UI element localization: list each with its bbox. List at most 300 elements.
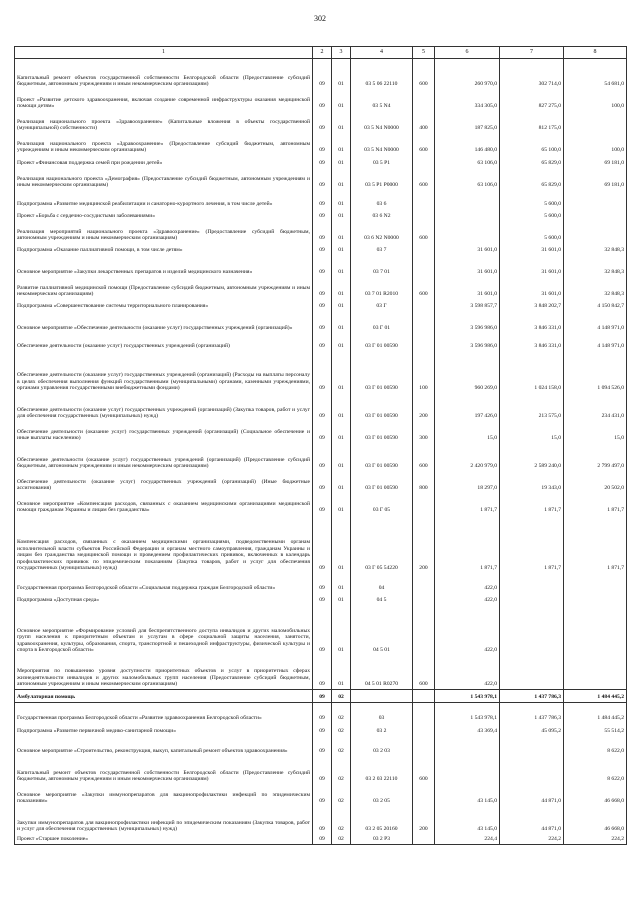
amount-year-2: 5 600,0 xyxy=(500,190,564,209)
amount-year-2: 65 829,0 xyxy=(500,168,564,190)
table-row xyxy=(15,89,627,111)
row-name: Обеспечение деятельности (оказание услуг) государственных учреждений (организаций) (Расходы на выплаты персоналу в целях обеспечения выполнения функций государственными (муниципальными) органами, казенными учреждениями, органами управления государственными внебюджетными фондами) xyxy=(15,351,313,393)
subsection-code: 01 xyxy=(332,59,351,90)
section-code: 09 xyxy=(313,155,332,168)
amount-year-3 xyxy=(564,221,627,243)
amount-year-1: 2 420 979,0 xyxy=(435,443,500,471)
amount-year-1: 334 305,0 xyxy=(435,89,500,111)
section-code: 09 xyxy=(313,471,332,493)
table-row xyxy=(15,209,627,221)
amount-year-2: 5 600,0 xyxy=(500,209,564,221)
amount-year-1: 197 426,0 xyxy=(435,393,500,421)
section-code: 09 xyxy=(313,111,332,133)
subsection-code: 01 xyxy=(332,168,351,190)
table-row xyxy=(15,311,627,333)
row-name: Основное мероприятие «Обеспечение деятельности (оказание услуг) государственных учреждений (организаций)» xyxy=(15,311,313,333)
amount-year-2 xyxy=(500,736,564,756)
section-code: 09 xyxy=(313,723,332,736)
amount-year-2: 45 095,2 xyxy=(500,723,564,736)
subsection-code: 01 xyxy=(332,111,351,133)
table-row xyxy=(15,784,627,806)
section-code: 09 xyxy=(313,133,332,155)
target-article-code: 03 6 xyxy=(351,190,413,209)
expense-type-code: 600 xyxy=(413,277,435,299)
target-article-code: 03 Г 01 00590 xyxy=(351,421,413,443)
amount-year-3: 4 148 971,0 xyxy=(564,333,627,351)
amount-year-3: 234 431,0 xyxy=(564,393,627,421)
subsection-code: 02 xyxy=(332,784,351,806)
subsection-code: 02 xyxy=(332,806,351,834)
expense-type-code: 200 xyxy=(413,515,435,573)
subsection-code: 01 xyxy=(332,155,351,168)
target-article-code: 03 6 N2 xyxy=(351,209,413,221)
section-code: 09 xyxy=(313,393,332,421)
section-code: 09 xyxy=(313,834,332,845)
section-code: 09 xyxy=(313,221,332,243)
amount-year-2: 224,2 xyxy=(500,834,564,845)
header-cell: 6 xyxy=(435,47,500,59)
amount-year-3 xyxy=(564,209,627,221)
subsection-code: 02 xyxy=(332,723,351,736)
amount-year-3: 2 799 497,0 xyxy=(564,443,627,471)
target-article-code: 03 2 03 22110 xyxy=(351,756,413,784)
target-article-code: 03 2 03 xyxy=(351,736,413,756)
table-row xyxy=(15,834,627,845)
row-name: Основное мероприятие «Компенсация расходов, связанных с оказанием медицинскими организациями медицинской помощи гражданам Украины и лицам без гражданства» xyxy=(15,493,313,515)
target-article-code: 03 6 N2 N0000 xyxy=(351,221,413,243)
section-code: 09 xyxy=(313,573,332,593)
table-row xyxy=(15,351,627,393)
table-row xyxy=(15,168,627,190)
expense-type-code: 600 xyxy=(413,221,435,243)
amount-year-1 xyxy=(435,736,500,756)
amount-year-3: 32 848,3 xyxy=(564,243,627,255)
table-row xyxy=(15,593,627,605)
amount-year-1: 422,0 xyxy=(435,573,500,593)
amount-year-1: 15,0 xyxy=(435,421,500,443)
expense-type-code xyxy=(413,333,435,351)
target-article-code: 03 Г 01 xyxy=(351,311,413,333)
target-article-code: 03 5 06 22110 xyxy=(351,59,413,90)
subsection-code: 01 xyxy=(332,299,351,311)
section-code: 09 xyxy=(313,333,332,351)
expense-type-code: 600 xyxy=(413,133,435,155)
amount-year-2: 827 275,0 xyxy=(500,89,564,111)
expense-type-code xyxy=(413,834,435,845)
subsection-code: 02 xyxy=(332,834,351,845)
target-article-code: 03 Г 01 00590 xyxy=(351,393,413,421)
amount-year-2: 65 829,0 xyxy=(500,155,564,168)
table-row xyxy=(15,655,627,690)
amount-year-1 xyxy=(435,209,500,221)
section-code: 09 xyxy=(313,756,332,784)
expense-type-code xyxy=(413,723,435,736)
amount-year-3: 54 681,0 xyxy=(564,59,627,90)
table-row xyxy=(15,443,627,471)
subsection-code: 01 xyxy=(332,493,351,515)
section-code: 09 xyxy=(313,59,332,90)
expense-type-code: 800 xyxy=(413,471,435,493)
amount-year-1: 31 601,0 xyxy=(435,277,500,299)
amount-year-2: 2 589 240,0 xyxy=(500,443,564,471)
table-row xyxy=(15,573,627,593)
header-cell: 4 xyxy=(351,47,413,59)
amount-year-2: 31 601,0 xyxy=(500,243,564,255)
amount-year-2: 302 714,0 xyxy=(500,59,564,90)
amount-year-1: 1 871,7 xyxy=(435,493,500,515)
row-name: Проект «Финансовая поддержка семей при рождении детей» xyxy=(15,155,313,168)
amount-year-3: 4 150 842,7 xyxy=(564,299,627,311)
amount-year-1: 18 297,0 xyxy=(435,471,500,493)
amount-year-3: 100,0 xyxy=(564,89,627,111)
amount-year-3 xyxy=(564,655,627,690)
table-row xyxy=(15,736,627,756)
target-article-code: 04 xyxy=(351,573,413,593)
section-code: 09 xyxy=(313,806,332,834)
target-article-code: 03 Г 01 00590 xyxy=(351,471,413,493)
target-article-code: 04 5 xyxy=(351,593,413,605)
expense-type-code: 200 xyxy=(413,806,435,834)
amount-year-2 xyxy=(500,605,564,655)
section-code: 09 xyxy=(313,311,332,333)
section-code: 09 xyxy=(313,421,332,443)
table-row xyxy=(15,393,627,421)
table-row xyxy=(15,255,627,277)
table-row xyxy=(15,756,627,784)
amount-year-1: 43 145,0 xyxy=(435,806,500,834)
table-row xyxy=(15,243,627,255)
subsection-code: 01 xyxy=(332,209,351,221)
target-article-code: 03 2 05 xyxy=(351,784,413,806)
amount-year-2 xyxy=(500,593,564,605)
amount-year-1: 3 596 986,0 xyxy=(435,333,500,351)
target-article-code: 03 xyxy=(351,703,413,724)
row-name: Проект «Развитие детского здравоохранения, включая создание современной инфраструктуры оказания медицинской помощи детям» xyxy=(15,89,313,111)
row-name: Государственная программа Белгородской области «Развитие здравоохранения Белгородской области» xyxy=(15,703,313,724)
section-code: 09 xyxy=(313,277,332,299)
subsection-code: 02 xyxy=(332,756,351,784)
amount-year-1: 43 369,4 xyxy=(435,723,500,736)
subsection-code: 01 xyxy=(332,605,351,655)
row-name: Основное мероприятие «Строительство, реконструкция, выкуп, капитальный ремонт объектов здравоохранения» xyxy=(15,736,313,756)
target-article-code: 03 2 05 20160 xyxy=(351,806,413,834)
target-article-code: 03 Г 01 00590 xyxy=(351,443,413,471)
table-row xyxy=(15,221,627,243)
expense-type-code: 600 xyxy=(413,168,435,190)
row-name: Амбулаторная помощь xyxy=(15,690,313,703)
row-name: Капитальный ремонт объектов государственной собственности Белгородской области (Предоставление субсидий бюджетным, автономным учреждениям и иным некоммерческим организациям) xyxy=(15,756,313,784)
section-code: 09 xyxy=(313,515,332,573)
amount-year-1: 3 596 986,0 xyxy=(435,311,500,333)
amount-year-1 xyxy=(435,190,500,209)
table-row xyxy=(15,111,627,133)
amount-year-2: 44 871,0 xyxy=(500,806,564,834)
section-code: 09 xyxy=(313,703,332,724)
row-name: Государственная программа Белгородской области «Социальная поддержка граждан Белгородской области» xyxy=(15,573,313,593)
amount-year-1: 422,0 xyxy=(435,605,500,655)
amount-year-2: 3 846 331,0 xyxy=(500,311,564,333)
table-row xyxy=(15,133,627,155)
row-name: Развитие паллиативной медицинской помощи (Предоставление субсидий бюджетным, автономным учреждениям и иным некоммерческим организациям) xyxy=(15,277,313,299)
subsection-code: 01 xyxy=(332,333,351,351)
amount-year-3: 32 848,3 xyxy=(564,255,627,277)
expense-type-code: 200 xyxy=(413,393,435,421)
subsection-code: 01 xyxy=(332,515,351,573)
amount-year-1: 63 106,0 xyxy=(435,155,500,168)
table-row xyxy=(15,277,627,299)
amount-year-2: 1 437 786,3 xyxy=(500,703,564,724)
amount-year-3: 100,0 xyxy=(564,133,627,155)
target-article-code: 03 Г 01 00590 xyxy=(351,333,413,351)
amount-year-1: 146 480,0 xyxy=(435,133,500,155)
amount-year-1: 43 145,0 xyxy=(435,784,500,806)
row-name: Реализация национального проекта «Здравоохранение» (Капитальные вложения в объекты государственной (муниципальной) собственности) xyxy=(15,111,313,133)
amount-year-2 xyxy=(500,573,564,593)
table-row xyxy=(15,690,627,703)
expense-type-code: 100 xyxy=(413,351,435,393)
expense-type-code xyxy=(413,311,435,333)
section-code: 09 xyxy=(313,493,332,515)
expense-type-code xyxy=(413,299,435,311)
target-article-code: 04 5 01 R0270 xyxy=(351,655,413,690)
row-name: Основное мероприятие «Закупки лекарственных препаратов и изделий медицинского назначения» xyxy=(15,255,313,277)
amount-year-2: 19 343,0 xyxy=(500,471,564,493)
subsection-code: 02 xyxy=(332,690,351,703)
row-name: Обеспечение деятельности (оказание услуг) государственных учреждений (организаций) (Иные бюджетные ассигнования) xyxy=(15,471,313,493)
subsection-code: 01 xyxy=(332,393,351,421)
section-code: 09 xyxy=(313,593,332,605)
amount-year-1 xyxy=(435,221,500,243)
section-code: 09 xyxy=(313,168,332,190)
amount-year-3 xyxy=(564,111,627,133)
amount-year-1: 1 871,7 xyxy=(435,515,500,573)
amount-year-3: 46 668,0 xyxy=(564,806,627,834)
expense-type-code xyxy=(413,573,435,593)
expense-type-code xyxy=(413,605,435,655)
amount-year-2 xyxy=(500,655,564,690)
row-name: Обеспечение деятельности (оказание услуг) государственных учреждений (организаций) xyxy=(15,333,313,351)
subsection-code: 01 xyxy=(332,255,351,277)
row-name: Основное мероприятие «Формирование условий для беспрепятственного доступа инвалидов и других маломобильных групп населения к приоритетным объектам и услугам в сфере социальной защиты населения, занятости, здравоохранения, культуры, образования, спорта, транспортной и пешеходной инфраструктуры, физической культуры и спорта в Белгородской области» xyxy=(15,605,313,655)
target-article-code: 03 Г xyxy=(351,299,413,311)
expense-type-code xyxy=(413,593,435,605)
amount-year-3: 55 514,2 xyxy=(564,723,627,736)
target-article-code xyxy=(351,690,413,703)
amount-year-2: 65 100,0 xyxy=(500,133,564,155)
amount-year-1: 187 825,0 xyxy=(435,111,500,133)
row-name: Проект «Борьба с сердечно-сосудистыми заболеваниями» xyxy=(15,209,313,221)
target-article-code: 03 2 xyxy=(351,723,413,736)
expense-type-code xyxy=(413,784,435,806)
target-article-code: 03 Г 05 xyxy=(351,493,413,515)
table-row xyxy=(15,515,627,573)
header-cell: 5 xyxy=(413,47,435,59)
subsection-code: 02 xyxy=(332,703,351,724)
row-name: Основное мероприятие «Закупки иммунопрепаратов для вакцинопрофилактики инфекций по эпидемическим показаниям» xyxy=(15,784,313,806)
target-article-code: 03 Г 05 54220 xyxy=(351,515,413,573)
section-code: 09 xyxy=(313,351,332,393)
section-code: 09 xyxy=(313,736,332,756)
table-row xyxy=(15,493,627,515)
section-code: 09 xyxy=(313,243,332,255)
row-name: Компенсация расходов, связанных с оказанием медицинскими организациями, подведомственными органам исполнительной власти субъектов Российской Федерации и органам местного самоуправления, гражданам Украины и лицам без гражданства медицинской помощи и проведением профилактических прививок, включенных в календарь профилактических прививок по эпидемическим показаниям (Закупка товаров, работ и услуг для обеспечения государственных (муниципальных) нужд) xyxy=(15,515,313,573)
amount-year-2: 1 024 158,0 xyxy=(500,351,564,393)
subsection-code: 01 xyxy=(332,573,351,593)
amount-year-3 xyxy=(564,605,627,655)
row-name: Мероприятия по повышению уровня доступности приоритетных объектов и услуг в приоритетных сферах жизнедеятельности инвалидов и других маломобильных групп населения (Предоставление субсидий бюджетным, автономным учреждениям и иным некоммерческим организациям) xyxy=(15,655,313,690)
header-cell: 3 xyxy=(332,47,351,59)
amount-year-1: 3 598 857,7 xyxy=(435,299,500,311)
amount-year-1: 31 601,0 xyxy=(435,255,500,277)
row-name: Подпрограмма «Оказание паллиативной помощи, в том числе детям» xyxy=(15,243,313,255)
amount-year-1: 960 269,0 xyxy=(435,351,500,393)
amount-year-3: 224,2 xyxy=(564,834,627,845)
amount-year-2: 31 601,0 xyxy=(500,255,564,277)
row-name: Реализация мероприятий национального проекта «Здравоохранение» (Предоставление субсидий бюджетным, автономным учреждениям и иным некоммерческим организациям) xyxy=(15,221,313,243)
amount-year-2 xyxy=(500,756,564,784)
expense-type-code xyxy=(413,255,435,277)
amount-year-3: 20 502,0 xyxy=(564,471,627,493)
subsection-code: 01 xyxy=(332,311,351,333)
target-article-code: 03 5 P1 P0000 xyxy=(351,168,413,190)
row-name: Капитальный ремонт объектов государственной собственности Белгородской области (Предоставление субсидий бюджетным, автономным учреждениям и иным некоммерческим организациям) xyxy=(15,59,313,90)
section-code: 09 xyxy=(313,605,332,655)
subsection-code: 01 xyxy=(332,593,351,605)
expense-type-code: 600 xyxy=(413,59,435,90)
table-row xyxy=(15,703,627,724)
subsection-code: 01 xyxy=(332,243,351,255)
table-row xyxy=(15,605,627,655)
amount-year-2: 812 175,0 xyxy=(500,111,564,133)
expense-type-code xyxy=(413,243,435,255)
amount-year-3: 1 094 526,0 xyxy=(564,351,627,393)
expense-type-code xyxy=(413,736,435,756)
row-name: Закупки иммунопрепаратов для вакцинопрофилактики инфекций по эпидемическим показаниям (Закупка товаров, работ и услуг для обеспечения государственных (муниципальных) нужд) xyxy=(15,806,313,834)
expense-type-code xyxy=(413,703,435,724)
target-article-code: 03 5 P1 xyxy=(351,155,413,168)
table-row xyxy=(15,190,627,209)
subsection-code: 01 xyxy=(332,133,351,155)
expense-type-code: 600 xyxy=(413,443,435,471)
page-number: 302 xyxy=(314,14,326,23)
row-name: Подпрограмма «Развитие медицинской реабилитации и санаторно-курортного лечения, в том числе детей» xyxy=(15,190,313,209)
table-row xyxy=(15,471,627,493)
header-cell: 8 xyxy=(564,47,627,59)
amount-year-2: 5 600,0 xyxy=(500,221,564,243)
amount-year-2: 15,0 xyxy=(500,421,564,443)
table-row xyxy=(15,299,627,311)
target-article-code: 03 2 P3 xyxy=(351,834,413,845)
amount-year-1 xyxy=(435,756,500,784)
subsection-code: 01 xyxy=(332,277,351,299)
subsection-code: 01 xyxy=(332,221,351,243)
table-row xyxy=(15,723,627,736)
amount-year-3 xyxy=(564,593,627,605)
amount-year-2: 3 846 331,0 xyxy=(500,333,564,351)
amount-year-3 xyxy=(564,573,627,593)
table-row xyxy=(15,155,627,168)
row-name: Реализация национального проекта «Демография» (Предоставление субсидий бюджетным, автономным учреждениям и иным некоммерческим организациям) xyxy=(15,168,313,190)
row-name: Реализация национального проекта «Здравоохранение» (Предоставление субсидий бюджетным, автономным учреждениям и иным некоммерческим организациям) xyxy=(15,133,313,155)
amount-year-3: 8 622,0 xyxy=(564,756,627,784)
amount-year-2: 1 871,7 xyxy=(500,493,564,515)
header-row xyxy=(15,47,627,59)
amount-year-3: 8 622,0 xyxy=(564,736,627,756)
expense-type-code xyxy=(413,190,435,209)
section-code: 09 xyxy=(313,89,332,111)
amount-year-3 xyxy=(564,190,627,209)
expense-type-code: 600 xyxy=(413,756,435,784)
expense-type-code xyxy=(413,209,435,221)
amount-year-1: 422,0 xyxy=(435,593,500,605)
amount-year-3: 4 148 971,0 xyxy=(564,311,627,333)
amount-year-2: 213 575,0 xyxy=(500,393,564,421)
amount-year-1: 1 543 978,1 xyxy=(435,690,500,703)
amount-year-3: 1 871,7 xyxy=(564,493,627,515)
header-cell: 1 xyxy=(15,47,313,59)
amount-year-2: 3 848 202,7 xyxy=(500,299,564,311)
expense-type-code xyxy=(413,155,435,168)
subsection-code: 01 xyxy=(332,89,351,111)
amount-year-2: 1 437 786,3 xyxy=(500,690,564,703)
row-name: Подпрограмма «Доступная среда» xyxy=(15,593,313,605)
amount-year-1: 31 601,0 xyxy=(435,243,500,255)
target-article-code: 03 7 xyxy=(351,243,413,255)
target-article-code: 03 5 N4 xyxy=(351,89,413,111)
amount-year-1: 63 106,0 xyxy=(435,168,500,190)
section-code: 09 xyxy=(313,784,332,806)
section-code: 09 xyxy=(313,690,332,703)
target-article-code: 03 7 01 xyxy=(351,255,413,277)
subsection-code: 01 xyxy=(332,655,351,690)
section-code: 09 xyxy=(313,299,332,311)
subsection-code: 01 xyxy=(332,190,351,209)
header-cell: 2 xyxy=(313,47,332,59)
amount-year-1: 260 970,0 xyxy=(435,59,500,90)
expense-type-code xyxy=(413,89,435,111)
table-row xyxy=(15,59,627,90)
amount-year-2: 1 871,7 xyxy=(500,515,564,573)
section-code: 09 xyxy=(313,209,332,221)
target-article-code: 04 5 01 xyxy=(351,605,413,655)
amount-year-1: 1 543 978,1 xyxy=(435,703,500,724)
target-article-code: 03 5 N4 N0000 xyxy=(351,111,413,133)
amount-year-3: 32 848,3 xyxy=(564,277,627,299)
row-name: Подпрограмма «Развитие первичной медико-санитарной помощи» xyxy=(15,723,313,736)
section-code: 09 xyxy=(313,443,332,471)
row-name: Подпрограмма «Совершенствование системы территориального планирования» xyxy=(15,299,313,311)
expense-type-code: 300 xyxy=(413,421,435,443)
section-code: 09 xyxy=(313,190,332,209)
target-article-code: 03 5 N4 N0000 xyxy=(351,133,413,155)
expense-type-code: 400 xyxy=(413,111,435,133)
section-code: 09 xyxy=(313,655,332,690)
row-name: Обеспечение деятельности (оказание услуг) государственных учреждений (организаций) (Социальное обеспечение и иные выплаты населению) xyxy=(15,421,313,443)
subsection-code: 01 xyxy=(332,421,351,443)
amount-year-3: 1 871,7 xyxy=(564,515,627,573)
subsection-code: 01 xyxy=(332,443,351,471)
amount-year-2: 31 601,0 xyxy=(500,277,564,299)
subsection-code: 01 xyxy=(332,351,351,393)
table-row xyxy=(15,421,627,443)
amount-year-3: 15,0 xyxy=(564,421,627,443)
target-article-code: 03 Г 01 00590 xyxy=(351,351,413,393)
budget-table xyxy=(14,46,627,845)
amount-year-3: 1 484 445,2 xyxy=(564,703,627,724)
amount-year-1: 224,4 xyxy=(435,834,500,845)
amount-year-1: 422,0 xyxy=(435,655,500,690)
section-code: 09 xyxy=(313,255,332,277)
